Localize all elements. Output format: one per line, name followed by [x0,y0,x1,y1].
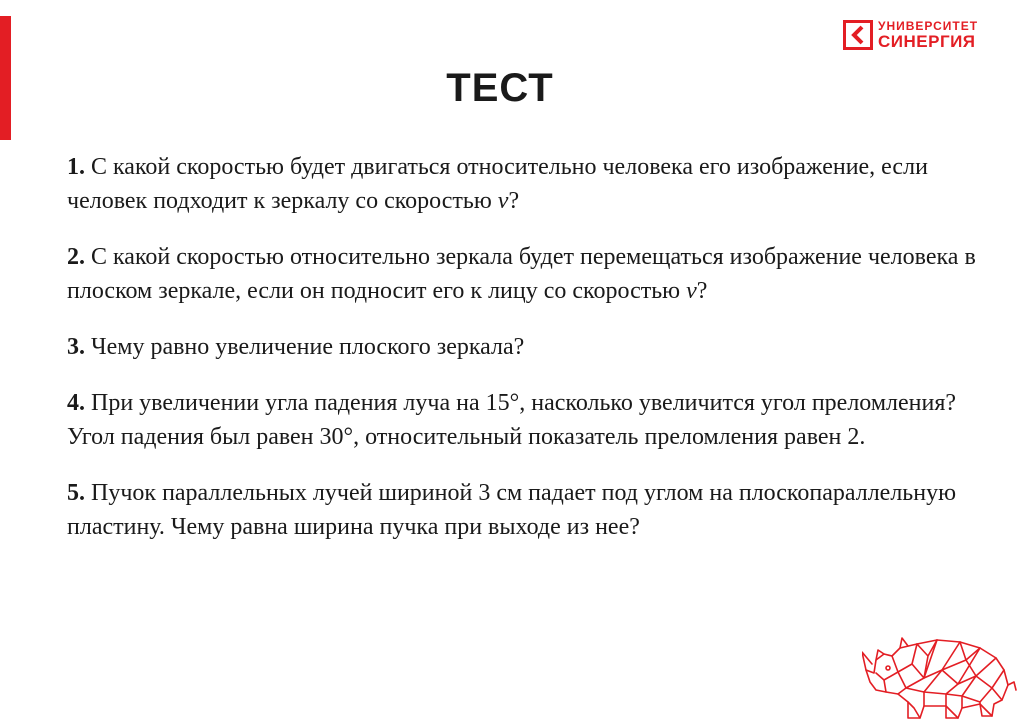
question-text: Пучок параллельных лучей шириной 3 см падает под углом на плоскопараллельную пластину. Чему равна ширина пучка при выходе из нее? [67,480,957,540]
question-text-end: ? [508,188,520,214]
question-item [67,386,977,454]
page-title: ТЕСТ [446,66,554,110]
question-variable: v [686,278,697,304]
question-list [67,150,977,566]
question-number: 2. [67,244,85,270]
logo-text-university: УНИВЕРСИТЕТ [878,19,979,33]
question-number: 3. [67,334,85,360]
logo-text-synergy: СИНЕРГИЯ [878,32,976,51]
question-text: Чему равно увеличение плоского зеркала? [85,334,525,360]
question-number: 1. [67,154,85,180]
question-text-end: ? [696,278,708,304]
question-item [67,330,977,364]
question-number: 4. [67,390,85,416]
question-item [67,240,977,308]
university-logo [843,20,978,50]
synergy-logo-icon [843,20,873,50]
question-item [67,150,977,218]
rhino-icon [862,630,1017,720]
question-item [67,476,977,544]
question-variable: v [497,188,509,214]
question-text: С какой скоростью будет двигаться относительно человека его изображение, если человек подходит к зеркалу со скоростью [67,154,928,214]
question-number: 5. [67,480,85,506]
question-text: При увеличении угла падения луча на 15°, насколько увеличится угол преломления? Угол падения был равен 30°, относительный показатель преломления равен 2. [67,390,957,450]
question-text: С какой скоростью относительно зеркала будет перемещаться изображение человека в плоском зеркале, если он подносит его к лицу со скоростью [67,244,976,304]
